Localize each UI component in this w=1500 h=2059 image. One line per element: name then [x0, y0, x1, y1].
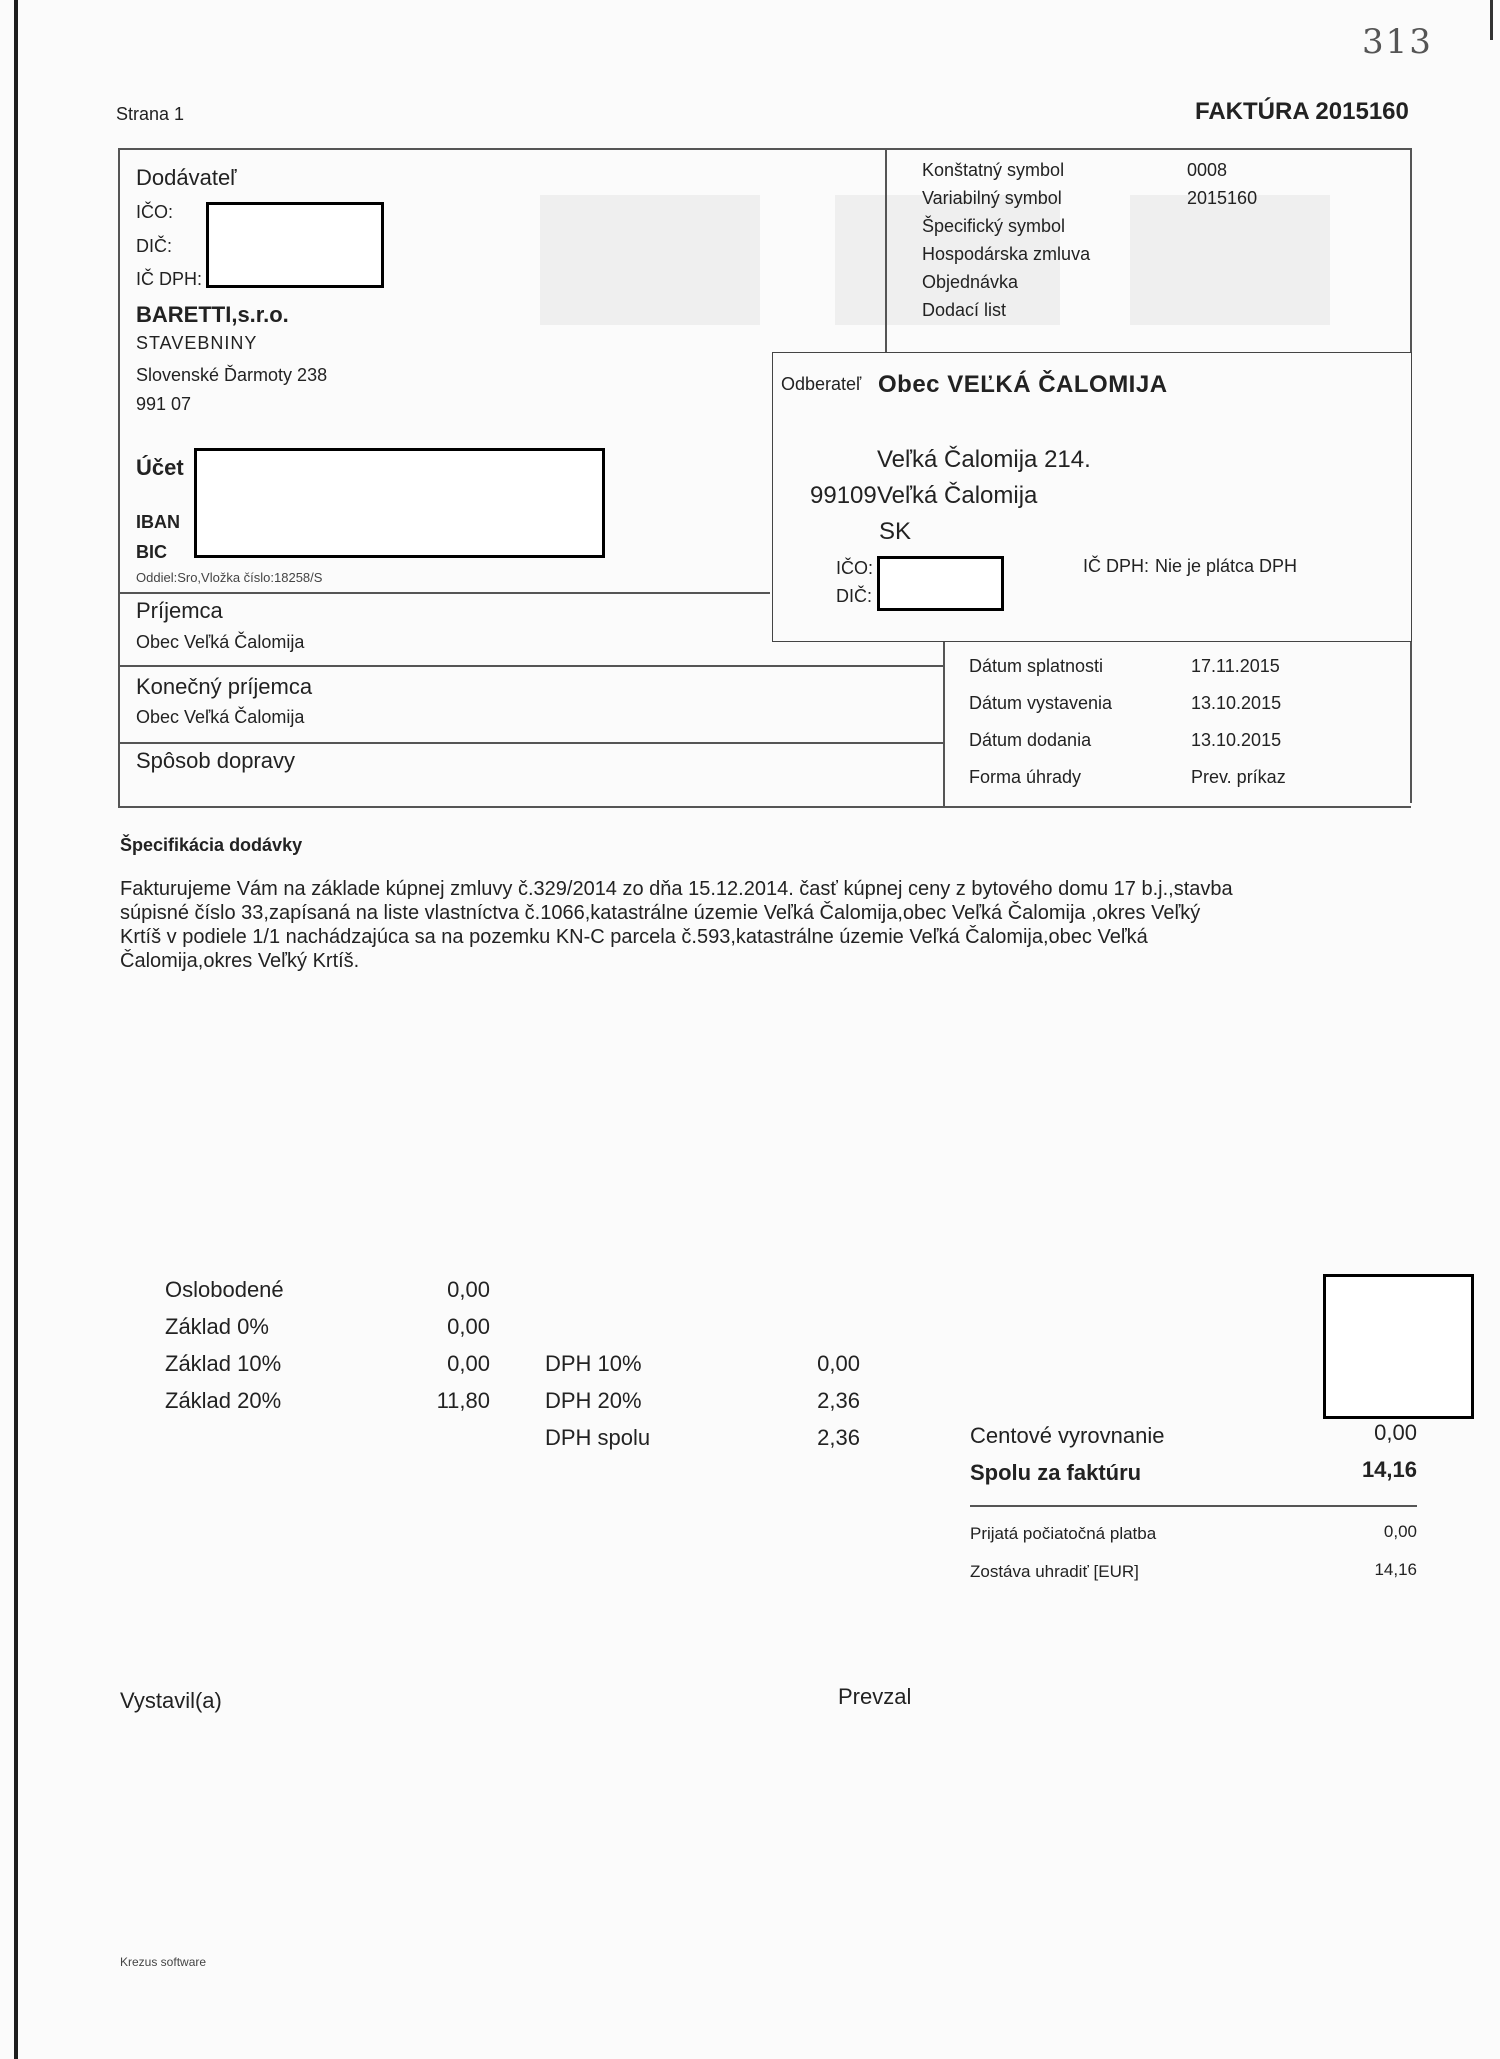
vat-value: 2,36 — [817, 1388, 860, 1413]
frame-left — [118, 148, 120, 806]
recipient-heading: Príjemca — [136, 598, 223, 623]
vat-label: DPH 20% — [545, 1388, 642, 1413]
supplier-register: Oddiel:Sro,Vložka číslo:18258/S — [136, 570, 323, 585]
customer-icdph-label: IČ DPH: — [1083, 556, 1150, 576]
frame-top — [118, 148, 1410, 150]
bic-label: BIC — [136, 542, 167, 562]
symbol-label: Objednávka — [922, 272, 1019, 292]
vat-label: DPH 10% — [545, 1351, 642, 1376]
frame-bottom — [118, 806, 1411, 808]
symbol-label: Hospodárska zmluva — [922, 244, 1091, 264]
base-row — [165, 1388, 490, 1425]
vat-row — [545, 1351, 860, 1388]
software-label: Krezus software — [120, 1955, 207, 1969]
date-label: Dátum vystavenia — [969, 693, 1113, 713]
base-label: Základ 0% — [165, 1314, 269, 1339]
date-value: 13.10.2015 — [1191, 730, 1282, 750]
specification-line: Krtíš v podiele 1/1 nachádzajúca sa na pozemku KN-C parcela č.593,katastrálne územie Veľká Čalomija,obec Veľká — [120, 926, 1148, 948]
symbol-label: Variabilný symbol — [922, 188, 1062, 208]
base-label: Základ 10% — [165, 1351, 282, 1376]
vat-row — [545, 1388, 860, 1425]
handwritten-number: 313 — [1362, 22, 1433, 62]
prepaid-label: Prijatá počiatočná platba — [970, 1524, 1157, 1543]
vat-value: 0,00 — [817, 1351, 860, 1376]
account-label: Účet — [136, 455, 184, 480]
base-row — [165, 1351, 490, 1388]
supplier-ico-label: IČO: — [136, 202, 174, 222]
symbol-row — [922, 244, 1362, 272]
base-label: Oslobodené — [165, 1277, 284, 1302]
specification-text — [120, 877, 1450, 973]
date-value: Prev. príkaz — [1191, 767, 1286, 787]
rounding-label: Centové vyrovnanie — [970, 1423, 1165, 1448]
iban-label: IBAN — [136, 512, 180, 532]
customer-zip: 99109 — [810, 482, 877, 509]
symbol-label: Dodací list — [922, 300, 1007, 320]
total-label: Spolu za faktúru — [970, 1460, 1142, 1485]
vat-value: 2,36 — [817, 1425, 860, 1450]
vat-row — [545, 1425, 860, 1462]
redaction-box — [206, 202, 384, 288]
symbol-row — [922, 272, 1362, 300]
page-label: Strana 1 — [116, 104, 185, 124]
customer-dic-label: DIČ: — [836, 586, 872, 606]
redaction-box — [877, 556, 1004, 611]
rounding-value: 0,00 — [1374, 1420, 1417, 1445]
customer-name: Obec VEĽKÁ ČALOMIJA — [878, 371, 1168, 398]
customer-label: Odberateľ — [781, 374, 862, 394]
symbol-row — [922, 300, 1362, 328]
symbol-value: 0008 — [1187, 160, 1228, 180]
customer-city: Veľká Čalomija — [877, 482, 1038, 509]
divider — [118, 665, 943, 667]
final-recipient-value: Obec Veľká Čalomija — [136, 707, 305, 727]
remaining-value: 14,16 — [1374, 1560, 1417, 1579]
date-value: 17.11.2015 — [1191, 656, 1280, 676]
date-row — [969, 656, 1399, 693]
vat-table — [545, 1351, 860, 1462]
date-row — [969, 730, 1399, 767]
bleed-through — [540, 195, 760, 325]
symbols-table — [922, 160, 1362, 328]
specification-line: súpisné číslo 33,zapísaná na liste vlastníctva č.1066,katastrálne územie Veľká Čalomija,obec Veľká Čalomija ,okres Veľký — [120, 902, 1201, 924]
bases-table — [165, 1277, 490, 1425]
invoice-title: FAKTÚRA 2015160 — [1195, 98, 1409, 125]
vat-label: DPH spolu — [545, 1425, 651, 1450]
base-value: 11,80 — [436, 1388, 490, 1413]
scan-edge — [1490, 0, 1493, 40]
date-label: Dátum dodania — [969, 730, 1092, 750]
recipient-value: Obec Veľká Čalomija — [136, 632, 305, 652]
customer-icdph-value: Nie je plátca DPH — [1155, 556, 1298, 576]
symbol-row — [922, 216, 1362, 244]
symbol-value: 2015160 — [1187, 188, 1258, 208]
base-row — [165, 1277, 490, 1314]
base-label: Základ 20% — [165, 1388, 282, 1413]
dates-table — [969, 656, 1399, 804]
supplier-icdph-label: IČ DPH: — [136, 269, 203, 289]
symbol-label: Konštatný symbol — [922, 160, 1065, 180]
date-row — [969, 693, 1399, 730]
transport-heading: Spôsob dopravy — [136, 748, 295, 773]
base-value: 0,00 — [447, 1351, 490, 1376]
scan-edge — [14, 0, 18, 2059]
prepaid-value: 0,00 — [1383, 1522, 1417, 1541]
date-label: Dátum splatnosti — [969, 656, 1104, 676]
base-value: 0,00 — [447, 1277, 490, 1302]
date-value: 13.10.2015 — [1191, 693, 1282, 713]
divider — [118, 742, 943, 744]
supplier-name: BARETTI,s.r.o. — [136, 302, 289, 327]
supplier-zip: 991 07 — [136, 394, 192, 414]
date-row — [969, 767, 1399, 804]
customer-country: SK — [879, 518, 912, 545]
customer-ico-label: IČO: — [836, 558, 874, 578]
date-label: Forma úhrady — [969, 767, 1082, 787]
base-value: 0,00 — [447, 1314, 490, 1339]
symbols-divider — [885, 148, 887, 353]
final-recipient-heading: Konečný príjemca — [136, 674, 313, 699]
customer-street: Veľká Čalomija 214. — [877, 446, 1091, 473]
redaction-box — [1323, 1274, 1474, 1419]
specification-heading: Špecifikácia dodávky — [120, 835, 303, 855]
redaction-box — [194, 448, 605, 558]
divider — [118, 592, 770, 594]
supplier-street: Slovenské Ďarmoty 238 — [136, 365, 328, 385]
received-by-label: Prevzal — [838, 1684, 912, 1709]
specification-line: Fakturujeme Vám na základe kúpnej zmluvy č.329/2014 zo dňa 15.12.2014. časť kúpnej ceny z bytového domu 17 b.j.,stavba — [120, 878, 1233, 900]
supplier-heading: Dodávateľ — [136, 165, 237, 190]
divider — [970, 1505, 1417, 1507]
total-value: 14,16 — [1361, 1457, 1417, 1482]
supplier-line1: STAVEBNINY — [136, 333, 258, 353]
base-row — [165, 1314, 490, 1351]
specification-line: Čalomija,okres Veľký Krtíš. — [120, 950, 360, 972]
issued-by-label: Vystavil(a) — [120, 1688, 222, 1713]
symbol-label: Špecifický symbol — [922, 216, 1066, 236]
symbol-row — [922, 188, 1362, 216]
remaining-label: Zostáva uhradiť [EUR] — [970, 1562, 1139, 1581]
supplier-dic-label: DIČ: — [136, 236, 172, 256]
symbol-row — [922, 160, 1362, 188]
dates-divider — [943, 642, 945, 806]
